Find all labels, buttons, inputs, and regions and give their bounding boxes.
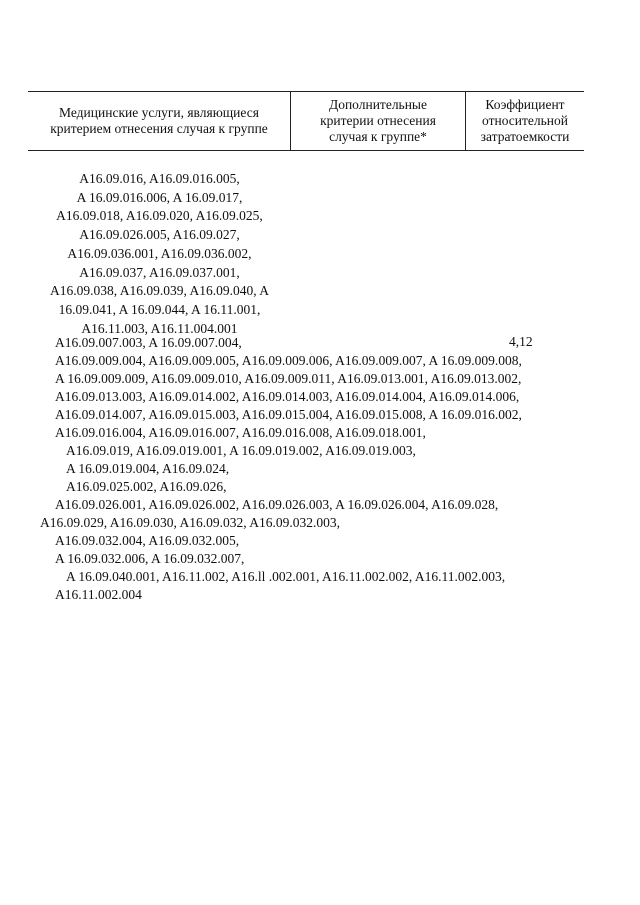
service-line: A16.09.025.002, A16.09.026,: [66, 479, 227, 494]
header-col-services: [28, 92, 291, 150]
header-col-criteria: [291, 92, 466, 150]
service-line: A16.09.009.004, A16.09.009.005, A16.09.009.006, A16.09.009.007, A 16.09.009.008,: [55, 353, 522, 368]
service-line: A16.09.037, A16.09.037.001,: [79, 264, 240, 280]
service-line: A 16.09.032.006, A 16.09.032.007,: [55, 551, 245, 566]
service-line: A16.09.014.007, A16.09.015.003, A16.09.015.004, A16.09.015.008, A 16.09.016.002,: [55, 407, 522, 422]
service-line: A16.09.029, A16.09.030, A16.09.032, A16.09.032.003,: [40, 515, 341, 530]
service-line: A16.09.038, A16.09.039, A16.09.040, A: [49, 283, 269, 299]
header-col-coefficient: [466, 92, 584, 150]
service-line: 16.09.041, A 16.09.044, A 16.11.001,: [58, 301, 261, 317]
service-line: A16.09.016.004, A16.09.016.007, A16.09.016.008, A16.09.018.001,: [55, 425, 426, 440]
service-line: A16.11.002.004: [55, 587, 142, 602]
header-col-coefficient-line: затратоемкости: [480, 129, 570, 144]
service-line: A 16.09.016.006, A 16.09.017,: [76, 189, 243, 205]
service-line: A16.09.019, A16.09.019.001, A 16.09.019.002, A16.09.019.003,: [66, 443, 416, 458]
service-line: A16.09.016, A16.09.016.005,: [79, 171, 240, 186]
coefficient-value: 4,12: [509, 334, 533, 349]
service-line: A16.09.007.003, A 16.09.007.004,: [55, 335, 242, 350]
service-line: A16.09.036.001, A16.09.036.002,: [67, 245, 252, 261]
service-line: A 16.09.019.004, A16.09.024,: [66, 461, 230, 476]
service-line: A 16.09.009.009, A16.09.009.010, A16.09.009.011, A16.09.013.001, A16.09.013.002,: [55, 371, 522, 386]
service-line: A16.09.032.004, A16.09.032.005,: [55, 533, 240, 548]
header-col-services-line: Медицинские услуги, являющиеся: [59, 105, 259, 120]
header-col-coefficient-line: относительной: [482, 113, 568, 128]
header-col-criteria-line: Дополнительные: [328, 97, 427, 112]
service-line: A16.11.003, A16.11.004.001: [81, 320, 238, 336]
header-col-coefficient-line: Коэффициент: [485, 97, 565, 112]
service-line: A16.09.018, A16.09.020, A16.09.025,: [56, 208, 263, 224]
header-col-services-line: критерием отнесения случая к группе: [50, 121, 268, 136]
header-col-criteria-line: случая к группе*: [329, 129, 427, 144]
service-line: A16.09.026.001, A16.09.026.002, A16.09.026.003, A 16.09.026.004, A16.09.028,: [55, 497, 499, 512]
service-line: A 16.09.040.001, A16.11.002, A16.ll .002.001, A16.11.002.002, A16.11.002.003,: [66, 569, 506, 584]
header-col-criteria-line: критерии отнесения: [320, 113, 436, 128]
table-header: [28, 91, 584, 151]
service-line: A16.09.026.005, A16.09.027,: [79, 227, 240, 243]
services-block-1: [28, 170, 291, 338]
service-line: A16.09.013.003, A16.09.014.002, A16.09.014.003, A16.09.014.004, A16.09.014.006,: [55, 389, 520, 404]
